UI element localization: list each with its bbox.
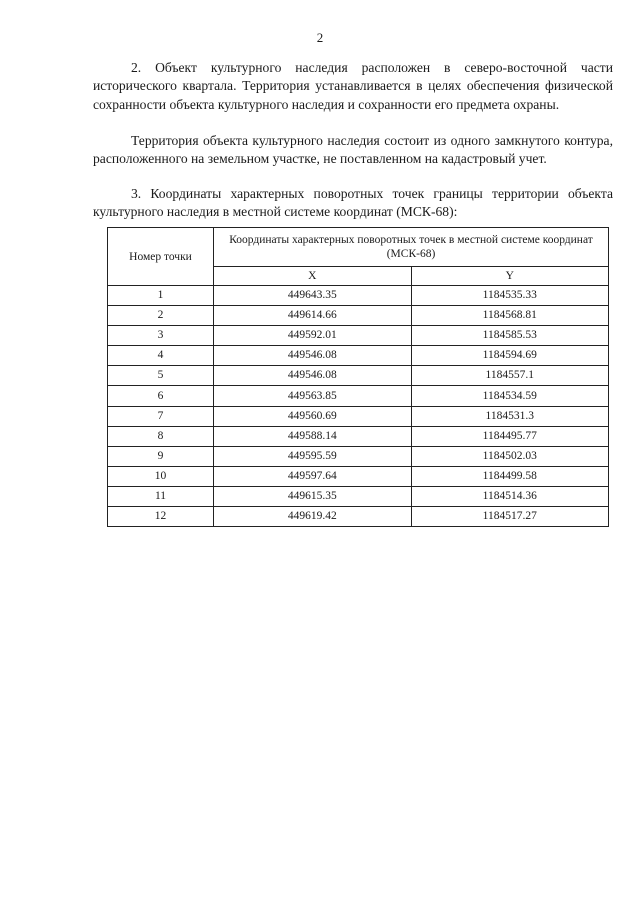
cell-y: 1184557.1 [411, 366, 609, 386]
table-row [108, 326, 609, 346]
paragraph-coordinates-intro: 3. Координаты характерных поворотных точек границы территории объекта культурного наследия в местной системе координат (МСК-68): [93, 186, 613, 220]
paragraph-location: 2. Объект культурного наследия расположен в северо-восточной части исторического квартала. Территория устанавливается в целях обеспечения физической сохранности объекта культурного наследия и сохранности его предмета охраны. [93, 60, 613, 112]
cell-y: 1184585.53 [411, 326, 609, 346]
cell-x: 449563.85 [214, 386, 412, 406]
table-body [108, 286, 609, 527]
cell-x: 449588.14 [214, 426, 412, 446]
cell-point-number: 3 [108, 326, 214, 346]
cell-x: 449592.01 [214, 326, 412, 346]
page-number: 2 [316, 30, 324, 45]
cell-point-number: 12 [108, 507, 214, 527]
cell-point-number: 5 [108, 366, 214, 386]
table-row [108, 346, 609, 366]
cell-y: 1184517.27 [411, 507, 609, 527]
cell-point-number: 2 [108, 306, 214, 326]
cell-point-number: 8 [108, 426, 214, 446]
table-row [108, 406, 609, 426]
table-row [108, 286, 609, 306]
cell-y: 1184534.59 [411, 386, 609, 406]
cell-x: 449595.59 [214, 446, 412, 466]
cell-x: 449546.08 [214, 366, 412, 386]
cell-x: 449597.64 [214, 466, 412, 486]
cell-point-number: 10 [108, 466, 214, 486]
cell-y: 1184594.69 [411, 346, 609, 366]
cell-y: 1184535.33 [411, 286, 609, 306]
cell-x: 449619.42 [214, 507, 412, 527]
coordinates-table [107, 227, 609, 527]
header-coordinates-group: Координаты характерных поворотных точек в местной системе координат (МСК-68) [214, 228, 609, 267]
table-row [108, 486, 609, 506]
table-row [108, 306, 609, 326]
header-x: X [214, 267, 412, 286]
cell-y: 1184499.58 [411, 466, 609, 486]
cell-y: 1184495.77 [411, 426, 609, 446]
header-point-number: Номер точки [108, 228, 214, 286]
cell-point-number: 7 [108, 406, 214, 426]
cell-y: 1184514.36 [411, 486, 609, 506]
cell-x: 449546.08 [214, 346, 412, 366]
table-row [108, 366, 609, 386]
table-row [108, 386, 609, 406]
table-row [108, 446, 609, 466]
paragraph-territory: Территория объекта культурного наследия состоит из одного замкнутого контура, расположенного на земельном участке, не поставленном на кадастровый учет. [93, 133, 613, 167]
table-row [108, 466, 609, 486]
cell-point-number: 1 [108, 286, 214, 306]
cell-x: 449615.35 [214, 486, 412, 506]
cell-point-number: 9 [108, 446, 214, 466]
cell-y: 1184568.81 [411, 306, 609, 326]
cell-point-number: 11 [108, 486, 214, 506]
cell-point-number: 6 [108, 386, 214, 406]
table-row [108, 507, 609, 527]
cell-point-number: 4 [108, 346, 214, 366]
header-y: Y [411, 267, 609, 286]
cell-x: 449560.69 [214, 406, 412, 426]
cell-y: 1184502.03 [411, 446, 609, 466]
cell-y: 1184531.3 [411, 406, 609, 426]
cell-x: 449614.66 [214, 306, 412, 326]
cell-x: 449643.35 [214, 286, 412, 306]
table-row [108, 426, 609, 446]
